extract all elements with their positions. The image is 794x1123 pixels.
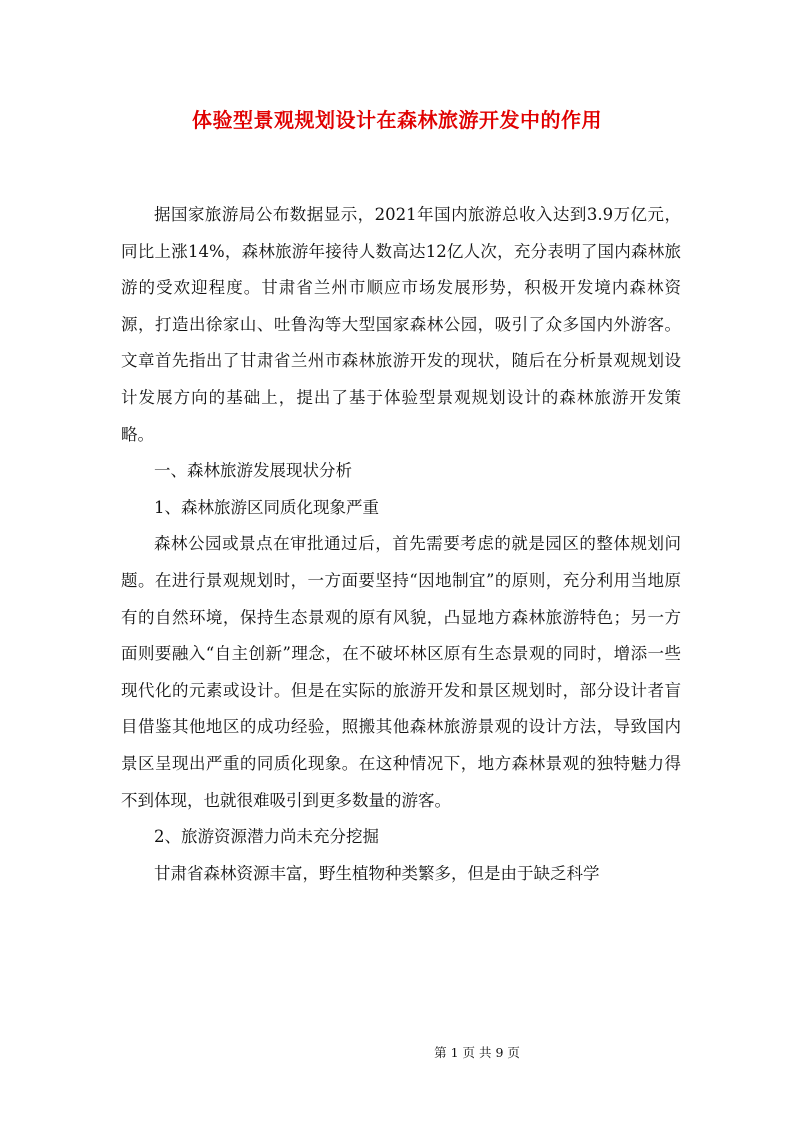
document-title: 体验型景观规划设计在森林旅游开发中的作用 xyxy=(192,108,602,132)
page-number: 第 1 页 共 9 页 xyxy=(434,1045,520,1060)
paragraph-intro: 据国家旅游局公布数据显示，2021年国内旅游总收入达到3.9万亿元，同比上涨14%，森林旅游年接待人数高达12亿人次，充分表明了国内森林旅游的受欢迎程度。甘肃省兰州市顺应市场发展形势，积极开发境内森林资源，打造出徐家山、吐鲁沟等大型国家森林公园，吸引了众多国内外游客。文章首先指出了甘肃省兰州市森林旅游开发的现状，随后在分析景观规划设计发展方向的基础上，提出了基于体验型景观规划设计的森林旅游开发策略。 xyxy=(121,205,681,444)
subsection-heading-2: 2、旅游资源潜力尚未充分挖掘 xyxy=(154,827,379,847)
page-footer xyxy=(0,1043,794,1061)
paragraph-homogenization: 森林公园或景点在审批通过后，首先需要考虑的就是园区的整体规划问题。在进行景观规划时，一方面要坚持“因地制宜”的原则，充分利用当地原有的自然环境，保持生态景观的原有风貌，凸显地方森林旅游特色；另一方面则要融入“自主创新”理念，在不破坏林区原有生态景观的同时，增添一些现代化的元素或设计。但是在实际的旅游开发和景区规划时，部分设计者盲目借鉴其他地区的成功经验，照搬其他森林旅游景观的设计方法，导致国内景区呈现出严重的同质化现象。在这种情况下，地方森林景观的独特魅力得不到体现，也就很难吸引到更多数量的游客。 xyxy=(121,534,681,810)
document-body xyxy=(121,197,681,892)
section-heading-1: 一、森林旅游发展现状分析 xyxy=(154,461,352,481)
paragraph-resources: 甘肃省森林资源丰富，野生植物种类繁多，但是由于缺乏科学 xyxy=(154,863,600,883)
subsection-heading-1: 1、森林旅游区同质化现象严重 xyxy=(154,497,379,517)
